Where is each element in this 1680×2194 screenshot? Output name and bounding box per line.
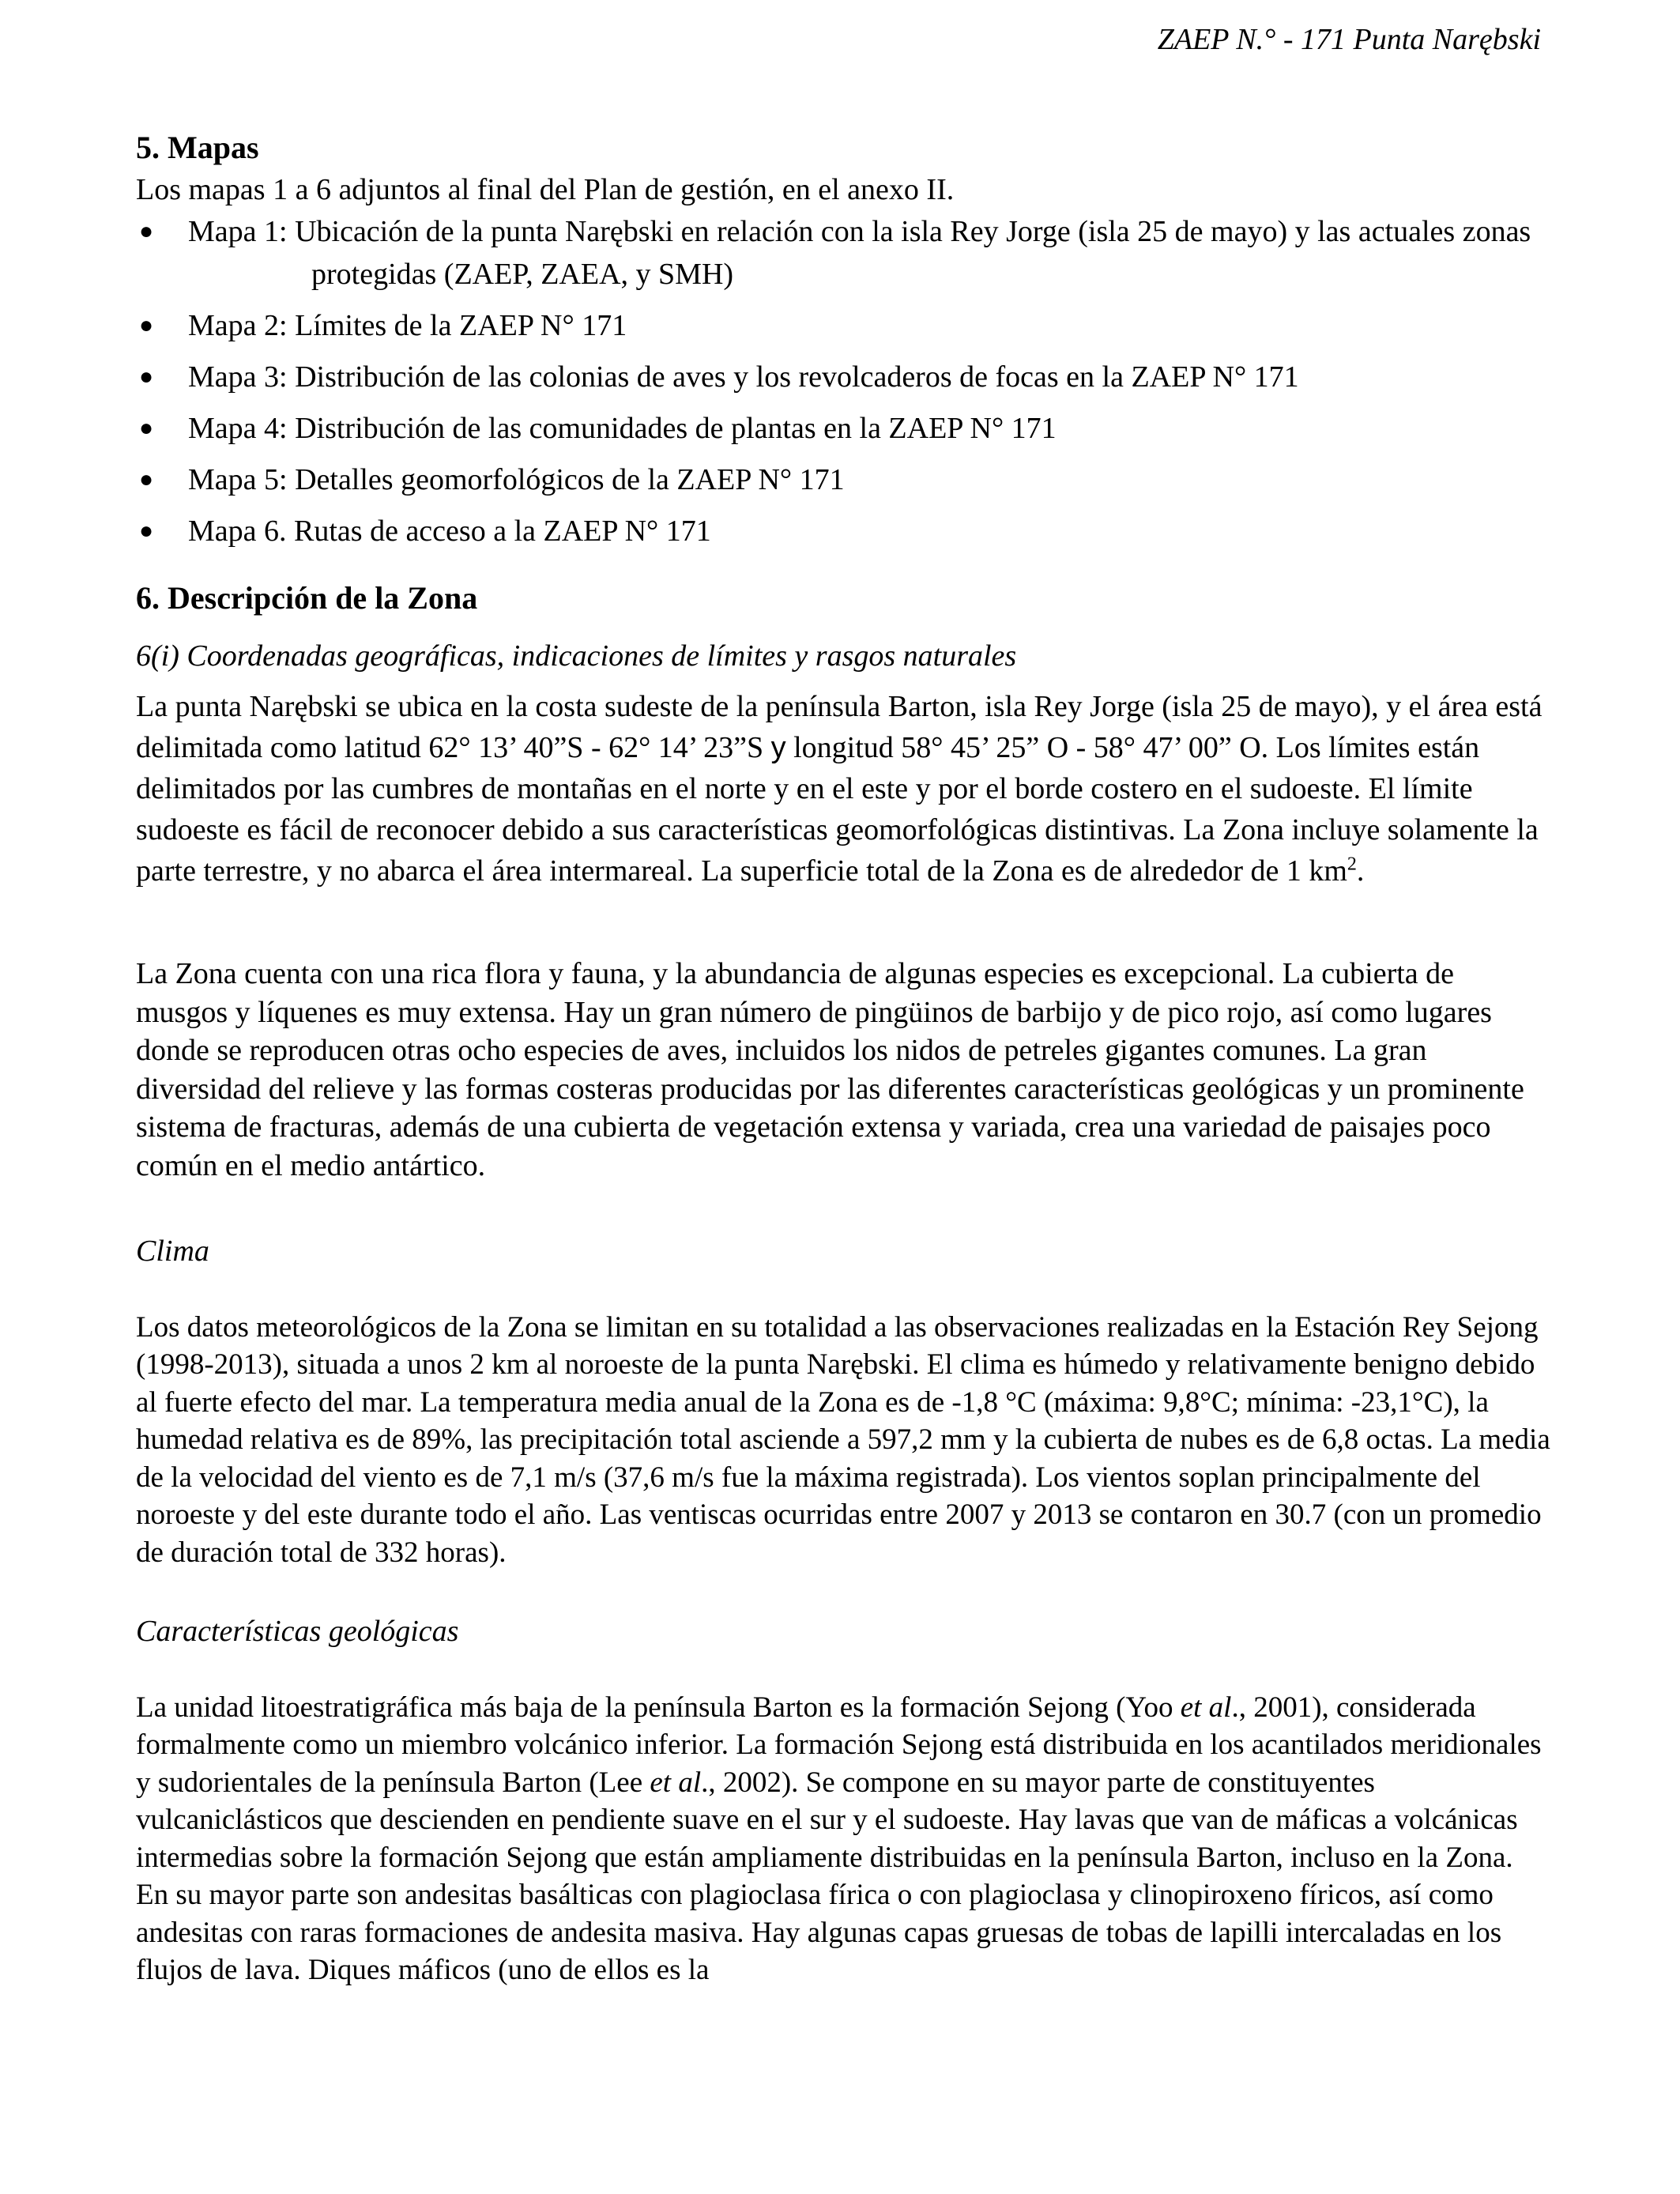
map-5-text: Mapa 5: Detalles geomorfológicos de la ZAEP N° 171	[188, 462, 845, 496]
list-item	[136, 409, 1550, 447]
clima-heading: Clima	[136, 1235, 209, 1268]
geology-paragraph	[136, 1689, 1550, 1989]
section-6-heading: 6. Descripción de la Zona	[136, 579, 478, 616]
bullet-icon: ●	[139, 466, 154, 492]
location-text-a: La punta Narębski se ubica en la costa sudeste de la península Barton, isla Rey Jorge (isla 25 de mayo), y el área está delimitada como latitud 62° 13’ 40”S - 62° 14’ 23”S	[136, 690, 1543, 764]
maps-intro: Los mapas 1 a 6 adjuntos al final del Plan de gestión, en el anexo II.	[136, 173, 955, 206]
bullet-icon: ●	[139, 363, 154, 390]
geology-text-c: ., 2002). Se compone en su mayor parte de constituyentes vulcaniclásticos que descienden en pendiente suave en el sur y el sudoeste. Hay lavas que van de máficas a volcánicas intermedias sobre la formación Sejong que están ampliamente distribuidas en la península Barton, incluso en la Zona. En su mayor parte son andesitas basálticas con plagioclasa fírica o con plagioclasa y clinopiroxeno fíricos, así como andesitas con raras formaciones de andesita masiva. Hay algunas capas gruesas de tobas de lapilli intercaladas en los flujos de lava. Diques máficos (uno de ellos es la	[136, 1766, 1518, 1986]
clima-paragraph: Los datos meteorológicos de la Zona se limitan en su totalidad a las observaciones realizadas en la Estación Rey Sejong (1998-2013), situada a unos 2 km al noroeste de la punta Narębski. El clima es húmedo y relativamente benigno debido al fuerte efecto del mar. La temperatura media anual de la Zona es de -1,8 °C (máxima: 9,8°C; mínima: -23,1°C), la humedad relativa es de 89%, las precipitación total asciende a 597,2 mm y la cubierta de nubes es de 6,8 octas. La media de la velocidad del viento es de 7,1 m/s (37,6 m/s fue la máxima registrada). Los vientos soplan principalmente del noroeste y del este durante todo el año. Las ventiscas ocurridas entre 2007 y 2013 se contaron en 30.7 (con un promedio de duración total de 332 horas).	[136, 1310, 1550, 1569]
map-1-continuation: protegidas (ZAEP, ZAEA, y SMH)	[311, 257, 734, 291]
bullet-icon: ●	[139, 311, 154, 338]
maps-list	[136, 213, 1550, 550]
list-item	[136, 358, 1550, 396]
bullet-icon: ●	[139, 517, 154, 544]
location-paragraph	[136, 686, 1550, 892]
bullet-icon: ●	[139, 414, 154, 441]
geology-heading: Características geológicas	[136, 1615, 459, 1648]
area-superscript: 2	[1347, 854, 1357, 875]
location-text-end: .	[1356, 854, 1365, 888]
map-2-text: Mapa 2: Límites de la ZAEP N° 171	[188, 308, 627, 342]
map-3-text: Mapa 3: Distribución de las colonias de aves y los revolcaderos de focas en la ZAEP N° 171	[188, 360, 1299, 394]
map-1-text: Mapa 1: Ubicación de la punta Narębski en relación con la isla Rey Jorge (isla 25 de mayo) y las actuales zonas	[188, 214, 1531, 248]
list-item	[136, 461, 1550, 499]
map-4-text: Mapa 4: Distribución de las comunidades de plantas en la ZAEP N° 171	[188, 411, 1057, 445]
citation-et-al: et al	[1180, 1691, 1232, 1724]
document-body	[136, 128, 1550, 1989]
list-item	[136, 512, 1550, 550]
bullet-icon: ●	[139, 217, 154, 244]
list-item	[136, 213, 1550, 293]
location-text-b: longitud 58° 45’ 25” O - 58° 47’ 00” O. Los límites están delimitados por las cumbres de montañas en el norte y en el este y por el borde costero en el sudoeste. El límite sudoeste es fácil de reconocer debido a sus características geomorfológicas distintivas. La Zona incluye solamente la parte terrestre, y no abarca el área intermareal. La superficie total de la Zona es de alrededor de 1 km	[136, 731, 1539, 888]
geology-text-b: ., 2001), considerada formalmente como un miembro volcánico inferior. La formación Sejong está distribuida en los acantilados meridionales y sudorientales de la península Barton (Lee	[136, 1691, 1542, 1799]
map-6-text: Mapa 6. Rutas de acceso a la ZAEP N° 171	[188, 514, 711, 548]
citation-et-al: et al	[650, 1766, 702, 1799]
page-header: ZAEP N.° - 171 Punta Narębski	[1157, 23, 1541, 56]
list-item	[136, 307, 1550, 345]
location-text-y: y	[770, 731, 786, 764]
section-6i-subheading: 6(i) Coordenadas geográficas, indicaciones de límites y rasgos naturales	[136, 639, 1017, 673]
flora-fauna-paragraph: La Zona cuenta con una rica flora y fauna, y la abundancia de algunas especies es excepcional. La cubierta de musgos y líquenes es muy extensa. Hay un gran número de pingüinos de barbijo y de pico rojo, así como lugares donde se reproducen otras ocho especies de aves, incluidos los nidos de petreles gigantes comunes. La gran diversidad del relieve y las formas costeras producidas por las diferentes características geológicas y un prominente sistema de fracturas, además de una cubierta de vegetación extensa y variada, crea una variedad de paisajes poco común en el medio antártico.	[136, 957, 1524, 1182]
geology-text-a: La unidad litoestratigráfica más baja de la península Barton es la formación Sejong (Yoo	[136, 1691, 1181, 1724]
section-5-heading: 5. Mapas	[136, 130, 259, 165]
